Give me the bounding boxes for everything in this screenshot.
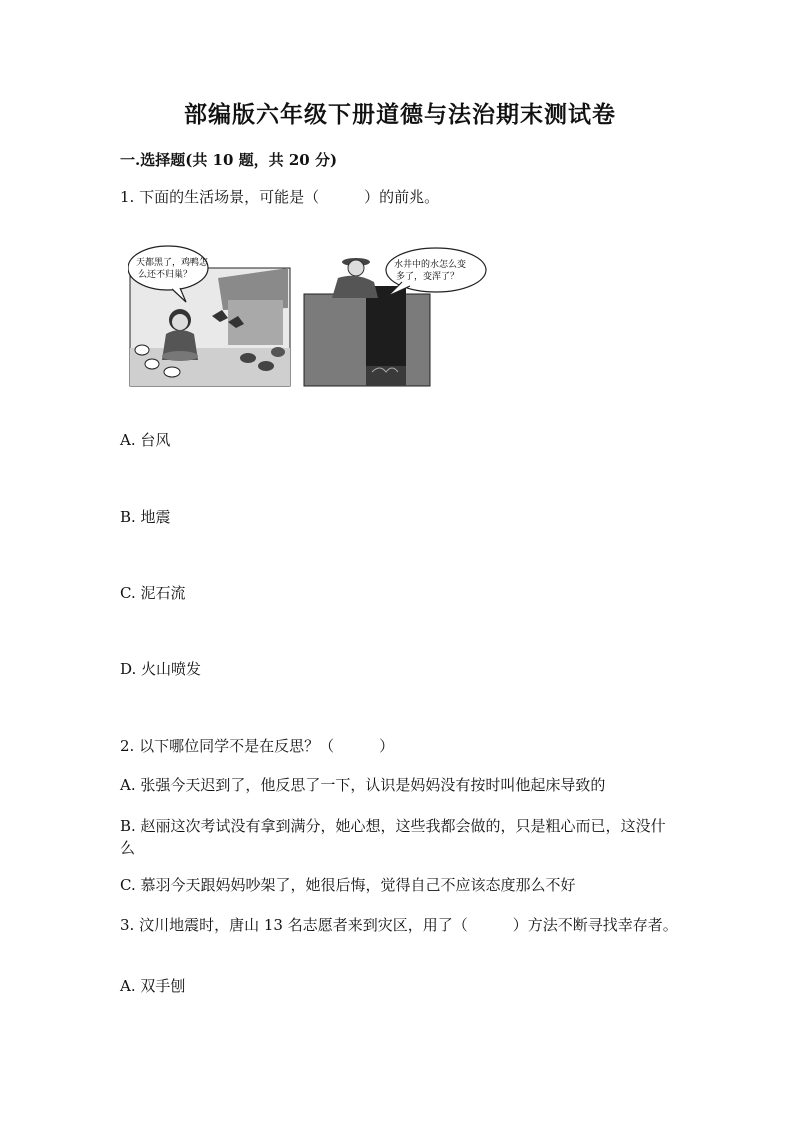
question-1-option-c[interactable]: C. 泥石流: [120, 584, 186, 602]
section-heading: 一.选择题(共 10 题，共 20 分): [120, 151, 338, 169]
question-3-option-a[interactable]: A. 双手刨: [120, 977, 186, 995]
question-1-option-a[interactable]: A. 台风: [120, 431, 171, 449]
page-title: 部编版六年级下册道德与法治期末测试卷: [184, 101, 616, 128]
right-bubble-line-2: 多了，变浑了？: [396, 272, 460, 282]
question-2-stem: 2. 以下哪位同学不是在反思？（ ）: [120, 737, 395, 755]
question-3-stem: 3. 汶川地震时，唐山 13 名志愿者来到灾区，用了（ ）方法不断寻找幸存者。: [120, 916, 678, 934]
question-1-option-d[interactable]: D. 火山喷发: [120, 660, 202, 678]
left-bubble-line-1: 天都黑了，鸡鸭怎: [136, 258, 209, 268]
question-2-option-a[interactable]: A. 张强今天迟到了，他反思了一下，认识是妈妈没有按时叫他起床导致的: [120, 776, 606, 794]
question-2-option-c[interactable]: C. 慕羽今天跟妈妈吵架了，她很后悔，觉得自己不应该态度那么不好: [120, 876, 576, 894]
right-bubble-line-1: 水井中的水怎么变: [394, 260, 467, 270]
well-scene: [304, 248, 486, 386]
question-2-option-b[interactable]: B. 赵丽这次考试没有拿到满分，她心想，这些我都会做的，只是粗心而已，这没什么: [120, 817, 666, 857]
question-1-stem: 1. 下面的生活场景，可能是（ ）的前兆。: [120, 188, 440, 206]
left-bubble-line-2: 么还不归巢？: [138, 270, 193, 280]
question-1-illustration: [128, 238, 490, 390]
farmyard-scene: [128, 246, 290, 386]
question-1-option-b[interactable]: B. 地震: [120, 508, 171, 526]
